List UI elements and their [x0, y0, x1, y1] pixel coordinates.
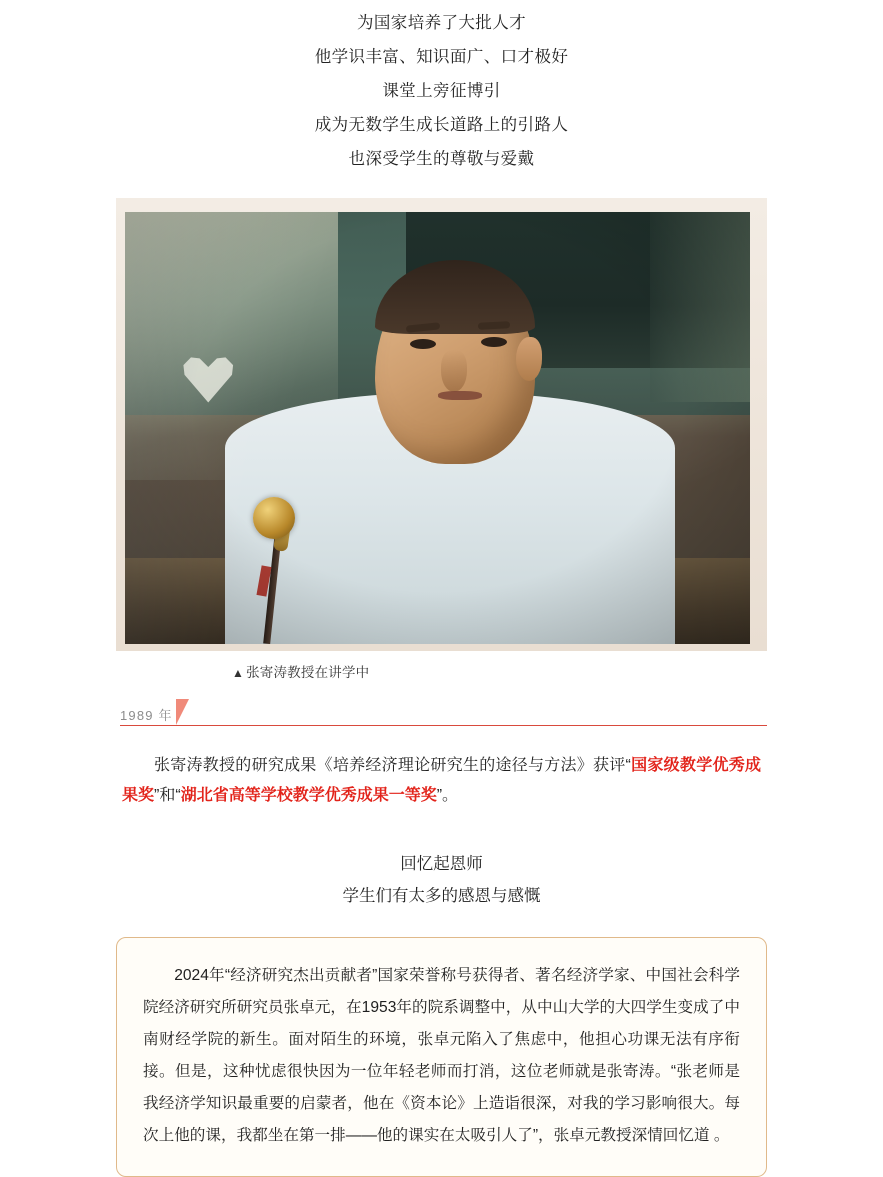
timeline-marker — [0, 703, 883, 733]
recall-line-2: 学生们有太多的感恩与感慨 — [342, 887, 541, 905]
achievement-text-part3: ”。 — [436, 787, 459, 804]
intro-line-1: 为国家培养了大批人才 — [357, 14, 526, 32]
photo-scan-sheen — [125, 212, 750, 644]
timeline-year: 1989 年 — [120, 708, 173, 723]
achievement-paragraph — [0, 751, 883, 811]
intro-line-3: 课堂上旁征博引 — [382, 82, 501, 100]
intro-block — [0, 4, 883, 184]
caption-triangle-icon: ▲ — [232, 666, 245, 680]
achievement-highlight-2: 湖北省高等学校教学优秀成果一等奖 — [180, 787, 437, 804]
photo-caption — [116, 651, 767, 681]
quote-card-text: 2024年“经济研究杰出贡献者”国家荣誉称号获得者、著名经济学家、中国社会科学院经济研究所研究员张卓元，在1953年的院系调整中，从中山大学的大四学生变成了中南财经学院的新生。面对陌生的环境，张卓元陷入了焦虑中，他担心功课无法有序衔接。但是，这种忧虑很快因为一位年轻老师而打消，这位老师就是张寄涛。“张老师是我经济学知识最重要的启蒙者，他在《资本论》上造诣很深，对我的学习影响很大。每次上他的课，我都坐在第一排——他的课实在太吸引人了”，张卓元教授深情回忆道 。 — [143, 967, 740, 1144]
recall-line-1: 回忆起恩师 — [400, 855, 483, 873]
achievement-text-part1: 张寄涛教授的研究成果《培养经济理论研究生的途径与方法》获评“ — [154, 757, 631, 774]
intro-line-5: 也深受学生的尊敬与爱戴 — [348, 150, 535, 168]
recall-block — [0, 851, 883, 909]
photo-image — [125, 212, 750, 644]
photo-caption-text: 张寄涛教授在讲学中 — [246, 665, 370, 680]
timeline-flag-icon — [176, 699, 189, 725]
intro-line-4: 成为无数学生成长道路上的引路人 — [314, 116, 569, 134]
achievement-text-part2: ”和“ — [154, 787, 181, 804]
photo-section — [0, 198, 883, 681]
intro-line-2: 他学识丰富、知识面广、口才极好 — [314, 48, 569, 66]
achievement-highlight-1: 国家级教学优秀成果奖 — [122, 757, 761, 804]
timeline-divider — [120, 725, 767, 726]
lecture-photo[interactable] — [116, 198, 767, 651]
quote-card — [116, 937, 767, 1177]
